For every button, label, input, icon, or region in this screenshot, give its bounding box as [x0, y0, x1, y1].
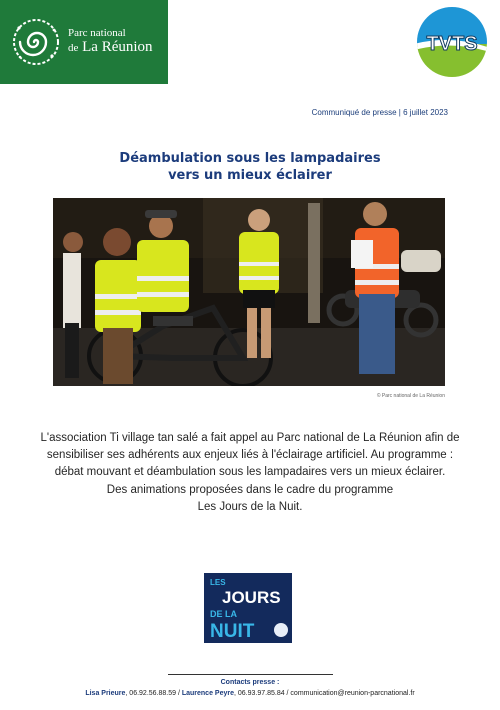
- program-line-2: Les Jours de la Nuit.: [197, 500, 303, 513]
- lamp-post: [308, 203, 320, 323]
- parc-national-logo: [0, 0, 168, 84]
- press-release-body: [40, 430, 460, 516]
- org-name-place: La Réunion: [82, 38, 153, 55]
- les-jours-de-la-nuit-logo: [198, 567, 298, 647]
- page-title: [0, 150, 500, 184]
- tvts-logo-text: TVTS: [426, 33, 478, 55]
- contacts-title: Contacts presse :: [220, 679, 280, 686]
- contact-phone-1: , 06.92.56.88.59 /: [125, 690, 182, 697]
- moon-icon: [274, 623, 288, 637]
- org-name-prefix: de: [68, 41, 79, 54]
- parked-car: [401, 250, 441, 272]
- program-line-1: Des animations proposées dans le cadre du programme: [106, 483, 394, 496]
- logo-word-nuit: NUIT: [210, 621, 255, 642]
- contacts-details: [0, 690, 500, 697]
- title-line-2: vers un mieux éclairer: [168, 168, 332, 183]
- papers-held: [351, 240, 373, 268]
- photo-credit: © Parc national de La Réunion: [376, 393, 445, 399]
- contact-name-1: Lisa Prieure: [85, 690, 126, 697]
- tvts-logo: [414, 4, 490, 80]
- logo-word-les: LES: [210, 578, 226, 587]
- parc-national-wordmark: [68, 28, 153, 55]
- press-release-date: Communiqué de presse | 6 juillet 2023: [311, 108, 448, 117]
- org-name-line2: [68, 40, 153, 56]
- body-paragraph: L'association Ti village tan salé a fait appel au Parc national de La Réunion afin de sensibiliser ses adhérents aux enjeux liés à l'éclairage artificiel. Au programme : débat mouvant et déambulation sous les lampadaires vers un mieux éclairer.: [40, 432, 460, 479]
- event-photo: [53, 198, 445, 386]
- org-name-line1: Parc national: [68, 27, 126, 40]
- contact-phone-2-email: , 06.93.97.85.84 / communication@reunion-parcnational.fr: [234, 690, 415, 697]
- title-line-1: Déambulation sous les lampadaires: [119, 151, 381, 166]
- spiral-emblem-icon: [10, 16, 62, 68]
- contacts-divider: [168, 674, 333, 675]
- logo-word-de-la: DE LA: [210, 609, 237, 619]
- contact-name-2: Laurence Peyre: [181, 690, 234, 697]
- logo-word-jours: JOURS: [222, 588, 281, 607]
